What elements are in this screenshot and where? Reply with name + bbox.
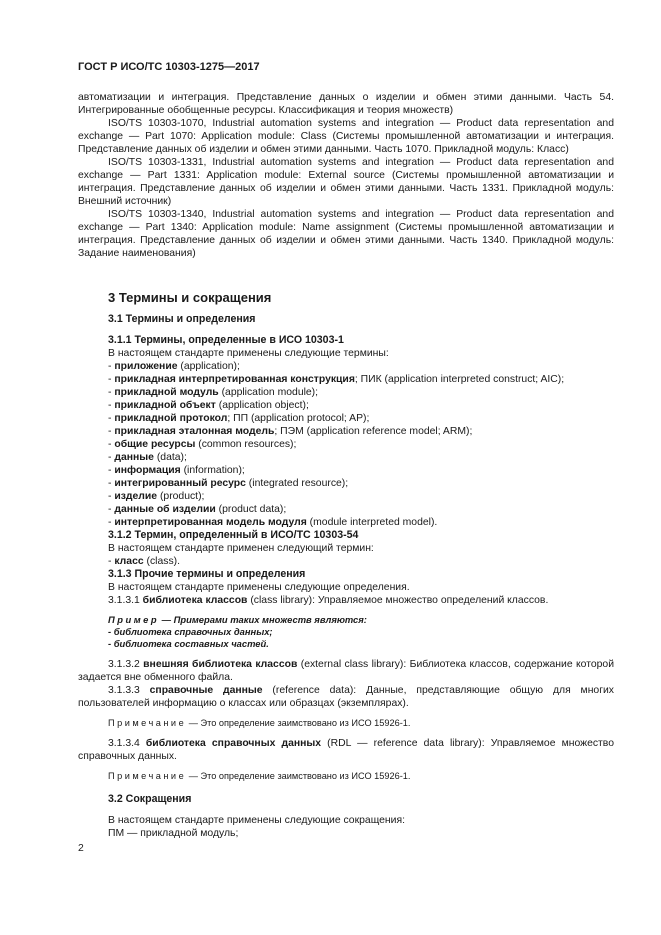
subsection-title: 3.2 Сокращения: [108, 793, 192, 805]
term-description: ; ПП (application protocol; AP);: [227, 413, 370, 424]
term-description: ; ПЭМ (application reference model; ARM);: [274, 426, 473, 437]
subsection-title: 3.1.2 Термин, определенный в ИСО/ТС 10303-54: [108, 529, 359, 541]
reference-item: ISO/TS 10303-1070, Industrial automation systems and integration — Product data representation and exchange — Part 1070: Application module: Class (Системы промышленной автоматизации и интеграция. Представление данных об изделии и обмен этими данными. Часть 1070. Прикладной модуль: Класс): [78, 118, 614, 155]
term-item: - приложение (application);: [108, 361, 240, 372]
definition: [78, 737, 614, 763]
subsection-title: 3.1.1 Термины, определенные в ИСО 10303-1: [108, 334, 344, 346]
term-description: (product data);: [215, 504, 287, 515]
definition-number: 3.1.3.4: [108, 738, 146, 749]
term-item: - информация (information);: [108, 465, 245, 476]
term-item: - данные (data);: [108, 452, 187, 463]
terms-list: [78, 360, 614, 529]
note-text: — Это определение заимствовано из ИСО 15926-1.: [186, 771, 411, 781]
term-description: (data);: [153, 452, 187, 463]
subsection-title: 3.1.3 Прочие термины и определения: [108, 568, 306, 580]
abbreviation-item: ПМ — прикладной модуль;: [108, 828, 239, 839]
term-name: прикладная эталонная модель: [114, 426, 275, 437]
definition: [78, 594, 614, 607]
term-description: (application module);: [218, 387, 319, 398]
definition-term: библиотека справочных данных: [145, 738, 322, 749]
definition-number: 3.1.3.2: [108, 659, 144, 670]
definition: [78, 658, 614, 684]
intro-text: В настоящем стандарте применены следующие сокращения:: [108, 815, 405, 826]
term-item: - данные об изделии (product data);: [108, 504, 287, 515]
definition-term: библиотека классов: [142, 595, 248, 606]
example-text: — Примерами таких множеств являются:: [159, 614, 367, 625]
term-name: интегрированный ресурс: [114, 478, 246, 489]
definition-number: 3.1.3.1: [108, 595, 143, 606]
term-name: данные об изделии: [114, 504, 216, 515]
term-name: прикладной объект: [114, 400, 216, 411]
example-block: [78, 614, 614, 650]
references-block: [78, 91, 614, 260]
definition-text: (class library): Управляемое множество определений классов.: [247, 595, 549, 606]
term-description: (product);: [157, 491, 205, 502]
term-item: - прикладной модуль (application module);: [108, 387, 319, 398]
reference-item: ISO/TS 10303-1331, Industrial automation systems and integration — Product data representation and exchange — Part 1331: Application module: External source (Системы промышленной автоматизации и интеграция. Представление данных об изделии и обмен этими данными. Часть 1331. Прикладной модуль: Внешний источник): [78, 157, 614, 207]
note-text: — Это определение заимствовано из ИСО 15926-1.: [186, 718, 411, 728]
section-title: 3 Термины и сокращения: [108, 290, 272, 305]
term-name: данные: [114, 452, 154, 463]
term-name: прикладной модуль: [114, 387, 219, 398]
definition-text: (reference data): Данные, представляющие общую для многих пользователей информацию о классах или образцах (экземплярах).: [78, 685, 614, 709]
note-label: Примечание: [108, 771, 187, 781]
term-description: (application);: [177, 361, 240, 372]
term-description: (application object);: [215, 400, 309, 411]
term-name: общие ресурсы: [114, 439, 196, 450]
term-item: - прикладной объект (application object);: [108, 400, 309, 411]
subsection-title: 3.1 Термины и определения: [108, 313, 256, 325]
intro-text: В настоящем стандарте применен следующий термин:: [108, 543, 374, 554]
term-name: изделие: [114, 491, 158, 502]
term-name: информация: [114, 465, 181, 476]
document-header: ГОСТ Р ИСО/ТС 10303-1275—2017: [78, 61, 260, 73]
term-item: - прикладная интерпретированная конструкция; ПИК (application interpreted construct; AIC);: [108, 374, 565, 385]
note: [78, 770, 614, 783]
term-description: (class).: [143, 556, 180, 567]
definition: [78, 684, 614, 710]
intro-text: В настоящем стандарте применены следующие термины:: [108, 348, 389, 359]
term-name: прикладная интерпретированная конструкция: [114, 374, 355, 385]
term-description: (integrated resource);: [245, 478, 349, 489]
definition-term: внешняя библиотека классов: [143, 659, 298, 670]
reference-continuation: автоматизации и интеграция. Представление данных о изделии и обмен этими данными. Часть 54. Интегрированные обобщенные ресурсы. Классификация и теория множеств): [78, 92, 614, 116]
term-item: - класс (class).: [108, 556, 180, 567]
example-heading: [78, 614, 614, 626]
term-description: (common resources);: [195, 439, 297, 450]
note-label: Примечание: [108, 718, 187, 728]
term-name: интерпретированная модель модуля: [114, 517, 307, 528]
reference-item: ISO/TS 10303-1340, Industrial automation systems and integration — Product data representation and exchange — Part 1340: Application module: Name assignment (Системы промышленной автоматизации и интеграция. Представление данных об изделии и обмен этими данными. Часть 1340. Прикладной модуль: Задание наименования): [78, 209, 614, 259]
term-description: (information);: [180, 465, 245, 476]
page-number: 2: [78, 843, 84, 854]
term-item: - прикладная эталонная модель; ПЭМ (application reference model; ARM);: [108, 426, 473, 437]
term-item: - прикладной протокол; ПП (application protocol; AP);: [108, 413, 370, 424]
intro-text: В настоящем стандарте применены следующие определения.: [108, 582, 410, 593]
section-3: [78, 291, 614, 840]
definition-text: (external class library): Библиотека классов, содержание которой задается вне обменного файла.: [78, 659, 615, 683]
term-item: - изделие (product);: [108, 491, 205, 502]
definition-term: справочные данные: [149, 685, 263, 696]
term-description: (module interpreted model).: [306, 517, 438, 528]
term-item: - общие ресурсы (common resources);: [108, 439, 297, 450]
term-description: ; ПИК (application interpreted construct; AIC);: [354, 374, 565, 385]
example-item: - библиотека справочных данных;: [108, 626, 273, 637]
note: [78, 717, 614, 730]
example-label: Пример: [108, 614, 160, 625]
term-name: приложение: [114, 361, 178, 372]
term-name: класс: [114, 556, 144, 567]
term-item: - интегрированный ресурс (integrated resource);: [108, 478, 349, 489]
term-item: - интерпретированная модель модуля (module interpreted model).: [108, 517, 438, 528]
definition-number: 3.1.3.3: [108, 685, 150, 696]
definition-text: (RDL — reference data library): Управляемое множество справочных данных.: [78, 738, 614, 762]
term-name: прикладной протокол: [114, 413, 228, 424]
example-item: - библиотека составных частей.: [108, 638, 269, 649]
